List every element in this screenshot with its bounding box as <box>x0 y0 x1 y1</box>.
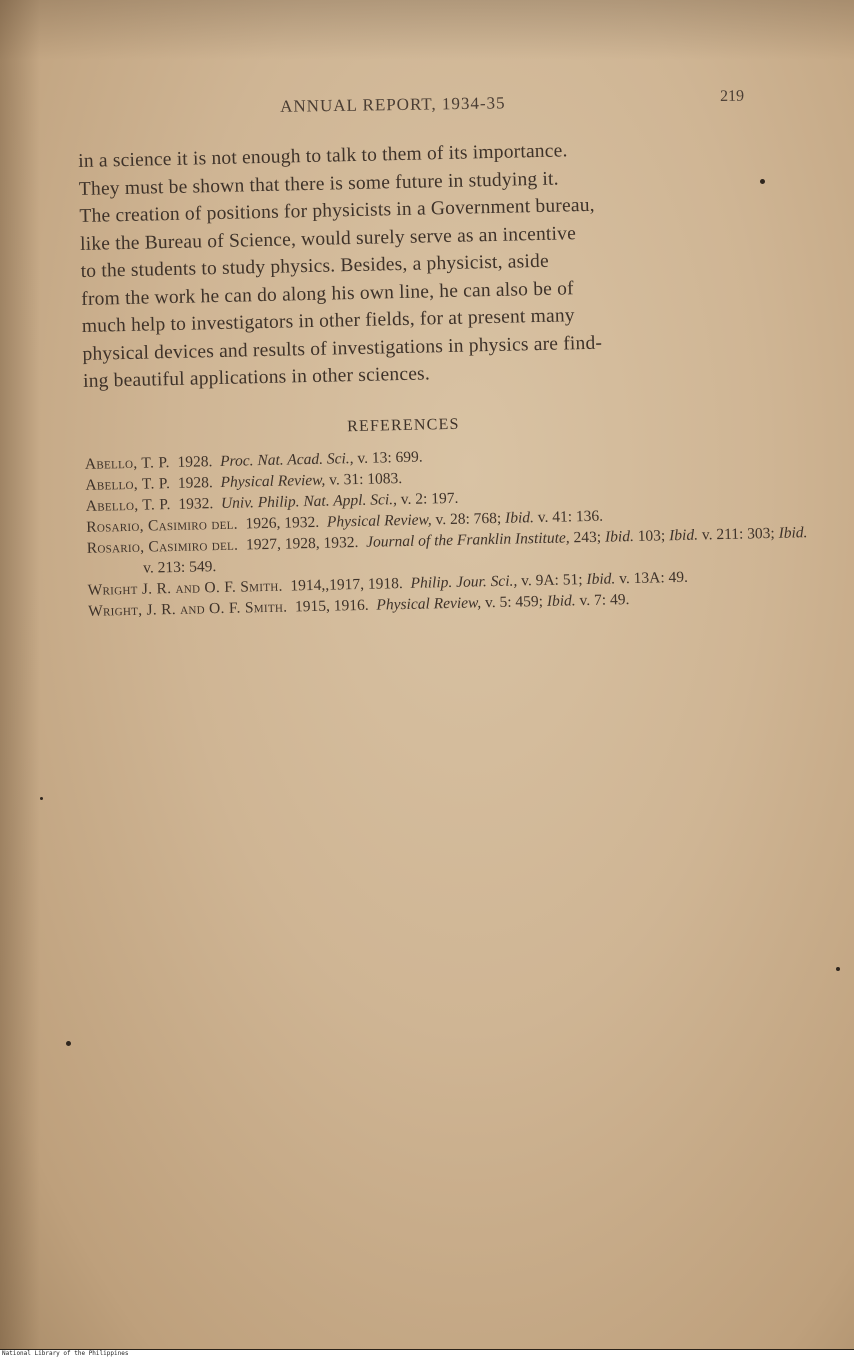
reference-details: 103; <box>637 526 666 545</box>
paper-speck <box>836 967 840 971</box>
reference-ibid: Ibid. <box>668 526 699 544</box>
reference-author: Abello, T. P. <box>84 453 170 473</box>
reference-journal: Physical Review, <box>220 471 326 491</box>
reference-details: v. 7: 49. <box>579 590 630 609</box>
reference-journal: Physical Review, <box>376 593 482 614</box>
page-number: 219 <box>719 87 745 105</box>
reference-year: 1927, 1928, 1932. <box>245 533 359 553</box>
reference-details: v. 9A: 51; <box>520 570 583 589</box>
paragraph-line: ing beautiful applications in other sciences. <box>82 363 431 392</box>
reference-details: v. 28: 768; <box>435 509 502 528</box>
references-list <box>84 439 808 622</box>
reference-author: Abello, T. P. <box>85 495 171 515</box>
reference-ibid: Ibid. <box>586 569 616 588</box>
body-paragraph <box>78 133 763 395</box>
reference-author: Wright, J. R. and O. F. Smith. <box>87 598 288 620</box>
reference-year: 1915, 1916. <box>294 596 369 615</box>
library-credit: National Library of the Philippines <box>0 1350 854 1358</box>
reference-journal: Physical Review, <box>326 510 432 531</box>
reference-details: v. 31: 1083. <box>328 469 403 489</box>
reference-details: v. 211: 303; <box>701 524 775 543</box>
reference-details: v. 13: 699. <box>357 448 423 467</box>
reference-details: v. 5: 459; <box>484 592 544 611</box>
running-title: ANNUAL REPORT, 1934-35 <box>280 93 506 116</box>
reference-author: Wright J. R. and O. F. Smith. <box>87 577 283 599</box>
reference-year: 1932. <box>178 494 214 513</box>
text-block <box>78 133 808 621</box>
running-header <box>80 88 744 122</box>
reference-author: Rosario, Casimiro del. <box>86 536 239 557</box>
paragraph-line: much help to investigators in other fields, for at present many <box>81 305 575 337</box>
reference-year: 1928. <box>177 452 213 471</box>
reference-author: Abello, T. P. <box>85 474 171 494</box>
paper-speck <box>66 1041 71 1046</box>
paragraph-line: The creation of positions for physicists in a Government bureau, <box>79 194 595 227</box>
reference-details: v. 13A: 49. <box>618 568 689 587</box>
reference-ibid: Ibid. <box>604 527 635 546</box>
reference-ibid: Ibid. <box>504 508 535 527</box>
reference-journal: Journal of the Franklin Institute, <box>365 528 570 551</box>
reference-details: v. 213: 549. <box>142 557 217 577</box>
paragraph-line: physical devices and results of investigations in physics are find- <box>82 332 603 365</box>
reference-journal: Philip. Jour. Sci., <box>410 572 518 592</box>
reference-ibid: Ibid. <box>546 591 576 610</box>
reference-author: Rosario, Casimiro del. <box>86 515 238 536</box>
paragraph-line: from the work he can do along his own line, he can also be of <box>81 277 574 310</box>
paragraph-line: like the Bureau of Science, would surely serve as an incentive <box>79 222 577 255</box>
paragraph-line: in a science it is not enough to talk to them of its importance. <box>78 140 568 172</box>
reference-details: v. 2: 197. <box>400 489 459 508</box>
reference-details: v. 41: 136. <box>537 507 604 526</box>
references-heading: REFERENCES <box>346 415 460 435</box>
reference-journal: Proc. Nat. Acad. Sci., <box>219 449 354 470</box>
reference-details: 243; <box>573 528 602 546</box>
reference-ibid: Ibid. <box>778 523 808 542</box>
reference-year: 1928. <box>177 473 213 492</box>
reference-journal: Univ. Philip. Nat. Appl. Sci., <box>220 490 398 512</box>
reference-year: 1926, 1932. <box>245 513 320 532</box>
paragraph-line: They must be shown that there is some future in studying it. <box>78 168 559 200</box>
paragraph-line: to the students to study physics. Besides, a physicist, aside <box>80 250 550 282</box>
reference-year: 1914,,1917, 1918. <box>290 574 403 594</box>
paper-speck <box>40 797 43 800</box>
paper-speck <box>760 179 765 184</box>
